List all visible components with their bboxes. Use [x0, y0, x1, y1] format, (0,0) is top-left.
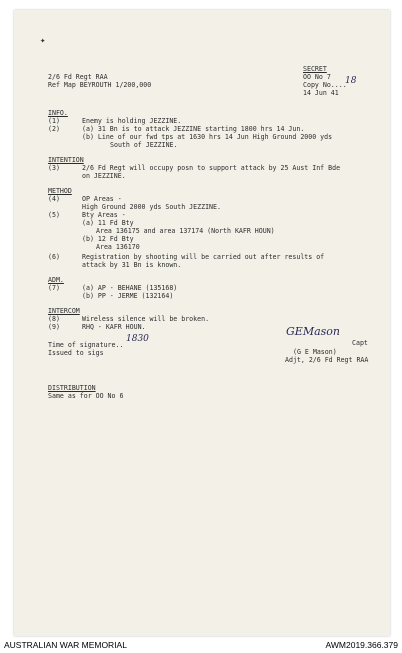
- footer-institution: AUSTRALIAN WAR MEMORIAL: [4, 640, 127, 650]
- petrol-point: (b) PP - JERME (132164): [82, 292, 174, 300]
- method-item-5-number: (5): [48, 211, 60, 219]
- method-item-4-number: (4): [48, 195, 60, 203]
- info-item-1-number: (1): [48, 117, 60, 125]
- registration-line2: attack by 31 Bn is known.: [82, 261, 182, 269]
- info-item-2a-text: (a) 31 Bn is to attack JEZZINE starting 1800 hrs 14 Jun.: [82, 125, 305, 133]
- copy-number: Copy No....: [303, 81, 347, 89]
- wireless-silence: Wireless silence will be broken.: [82, 315, 210, 323]
- bty-a-label: (a) 11 Fd Bty: [82, 219, 134, 227]
- signatory-rank: Capt: [352, 339, 368, 347]
- operation-order-number: OO No 7: [303, 73, 331, 81]
- order-date: 14 Jun 41: [303, 89, 339, 97]
- op-areas-location: High Ground 2000 yds South JEZZINE.: [82, 203, 221, 211]
- info-item-2b-line1: (b) Line of our fwd tps at 1630 hrs 14 Jun High Ground 2000 yds: [82, 133, 333, 141]
- intention-heading: INTENTION: [48, 156, 84, 164]
- time-of-signature-handwritten: 1830: [126, 334, 149, 344]
- unit-name: 2/6 Fd Regt RAA: [48, 73, 108, 81]
- bty-a-area: Area 136175 and area 137174 (North KAFR HOUN): [96, 227, 275, 235]
- signatory-appointment: Adjt, 2/6 Fd Regt RAA: [285, 356, 369, 364]
- adm-heading: ADM.: [48, 276, 64, 284]
- adm-item-7-number: (7): [48, 284, 60, 292]
- info-item-1-text: Enemy is holding JEZZINE.: [82, 117, 182, 125]
- time-of-signature-label: Time of signature..: [48, 341, 124, 349]
- issued-to-sigs: Issued to sigs: [48, 349, 104, 357]
- intercom-item-8-number: (8): [48, 315, 60, 323]
- op-areas-label: OP Areas -: [82, 195, 122, 203]
- intercom-heading: INTERCOM: [48, 307, 80, 315]
- intention-number: (3): [48, 164, 60, 172]
- ammunition-point: (a) AP - BEHANE (135168): [82, 284, 178, 292]
- bty-b-label: (b) 12 Fd Bty: [82, 235, 134, 243]
- intercom-item-9-number: (9): [48, 323, 60, 331]
- info-heading: INFO.: [48, 109, 68, 117]
- bty-areas-label: Bty Areas -: [82, 211, 126, 219]
- distribution-heading: DISTRIBUTION: [48, 384, 96, 392]
- document-page: [14, 10, 390, 636]
- distribution-text: Same as for OO No 6: [48, 392, 124, 400]
- binder-hole-mark: ✦: [40, 36, 46, 46]
- info-item-2b-line2: South of JEZZINE.: [110, 141, 178, 149]
- bty-b-area: Area 136170: [96, 243, 140, 251]
- intention-line1: 2/6 Fd Regt will occupy posn to support attack by 25 Aust Inf Bde: [82, 164, 341, 172]
- secret-stamp: SECRET: [303, 65, 327, 73]
- rhq-location: RHQ - KAFR HOUN.: [82, 323, 146, 331]
- method-item-6-number: (6): [48, 253, 60, 261]
- handwritten-signature: GEMason: [286, 325, 340, 338]
- copy-number-handwritten: 18: [345, 76, 357, 86]
- reference-map: Ref Map BEYROUTH 1/200,000: [48, 81, 152, 89]
- intention-line2: on JEZZINE.: [82, 172, 126, 180]
- footer-accession-number: AWM2019.366.379: [325, 640, 398, 650]
- registration-line1: Registration by shooting will be carried out after results of: [82, 253, 325, 261]
- method-heading: METHOD: [48, 187, 72, 195]
- info-item-2-number: (2): [48, 125, 60, 133]
- signatory-name: (G E Mason): [293, 348, 337, 356]
